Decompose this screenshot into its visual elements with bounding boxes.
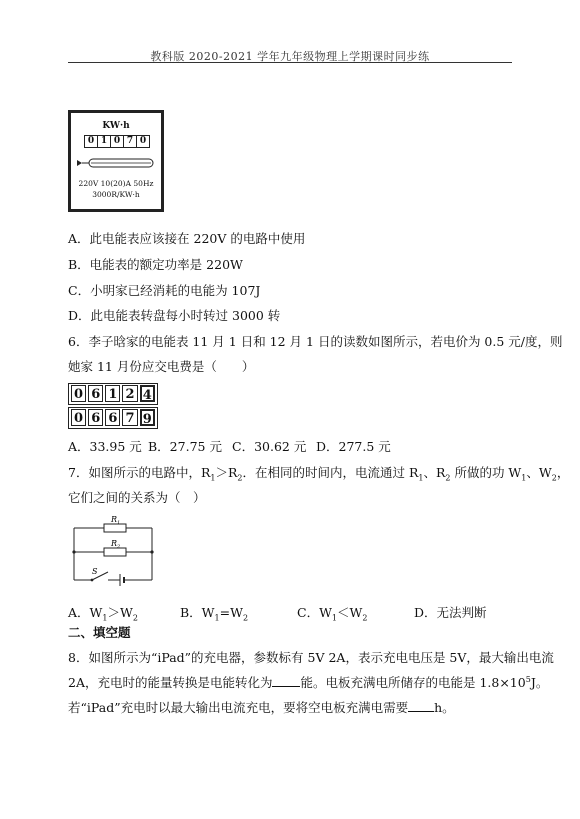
q8-line1: 8．如图所示为“iPad”的充电器，参数标有 5V 2A，表示充电电压是 5V，最大输出电流	[68, 650, 554, 665]
q5-option-b: B．电能表的额定功率是 220W	[68, 257, 243, 272]
q7-option-c: C．$W_1<W_2$	[297, 605, 368, 623]
section-title: 二、填空题	[68, 625, 131, 640]
meter-spec-2: 3000R/KW·h	[92, 190, 140, 199]
switch-label: S	[92, 567, 98, 576]
reading-dec	[68, 407, 158, 429]
q6-option-c: C．30.62 元	[232, 439, 307, 454]
meter-digits	[84, 135, 149, 148]
meter-digit: 0	[84, 135, 98, 148]
meter-digit: 1	[97, 135, 111, 148]
q8-line2: 2A，充电时的能量转换是电能转化为 能。电板充满电所储存的电能是 $1.8\times 10^5J$。	[68, 674, 549, 690]
q7-option-d: D．无法判断	[414, 605, 487, 620]
meter-digit: 7	[123, 135, 137, 148]
reading-digit: 1	[105, 385, 120, 402]
q7-option-b: B．$W_1=W_2$	[180, 605, 249, 623]
q5-option-a: A．此电能表应该接在 220V 的电路中使用	[68, 231, 306, 246]
q6-option-a: A．33.95 元	[68, 439, 142, 454]
q5-option-d: D．此电能表转盘每小时转过 3000 转	[68, 308, 281, 323]
q5-option-c: C．小明家已经消耗的电能为 107J	[68, 283, 261, 298]
reading-digit: 9	[140, 409, 155, 426]
meter-disc-icon	[77, 157, 155, 169]
answer-blank[interactable]	[408, 699, 434, 712]
q6-option-d: D．277.5 元	[316, 439, 391, 454]
reading-digit: 4	[140, 385, 155, 402]
reading-digit: 7	[122, 409, 137, 426]
q7-stem-line1: 7．如图所示的电路中，$R_1>R_2$．在相同的时间内，电流通过 $R_1$、$R_2$ 所做的功 $W_1$、$W_2$，	[68, 465, 570, 483]
q6-stem-line2: 她家 11 月份应交电费是（ ）	[68, 359, 255, 374]
answer-blank[interactable]	[272, 674, 300, 687]
meter-unit: KW·h	[102, 121, 130, 131]
meter-digit: 0	[136, 135, 150, 148]
meter-digit: 0	[110, 135, 124, 148]
reading-nov	[68, 383, 158, 405]
page-header: 教科版 2020-2021 学年九年级物理上学期课时同步练	[150, 50, 430, 63]
q7-stem-line2: 它们之间的关系为（ ）	[68, 490, 206, 505]
meter-spec-1: 220V 10(20)A 50Hz	[78, 179, 154, 188]
reading-digit: 6	[105, 409, 120, 426]
reading-digit: 0	[71, 385, 86, 402]
reading-digit: 0	[71, 409, 86, 426]
r1-label: $R_1$	[111, 515, 121, 526]
electric-meter-figure	[68, 110, 164, 212]
q6-option-b: B．27.75 元	[148, 439, 222, 454]
reading-digit: 6	[88, 409, 103, 426]
q6-stem-line1: 6．李子晗家的电能表 11 月 1 日和 12 月 1 日的读数如图所示，若电价为 0.5 元/度，则	[68, 334, 563, 349]
reading-digit: 6	[88, 385, 103, 402]
reading-digit: 2	[122, 385, 137, 402]
q8-line3: 若“iPad”充电时以最大输出电流充电，要将空电板充满电需要 h。	[68, 700, 455, 715]
header-divider	[68, 62, 512, 63]
q7-option-a: A．$W_1>W_2$	[68, 605, 138, 623]
r2-label: $R_2$	[111, 539, 121, 550]
circuit-diagram	[68, 514, 160, 586]
